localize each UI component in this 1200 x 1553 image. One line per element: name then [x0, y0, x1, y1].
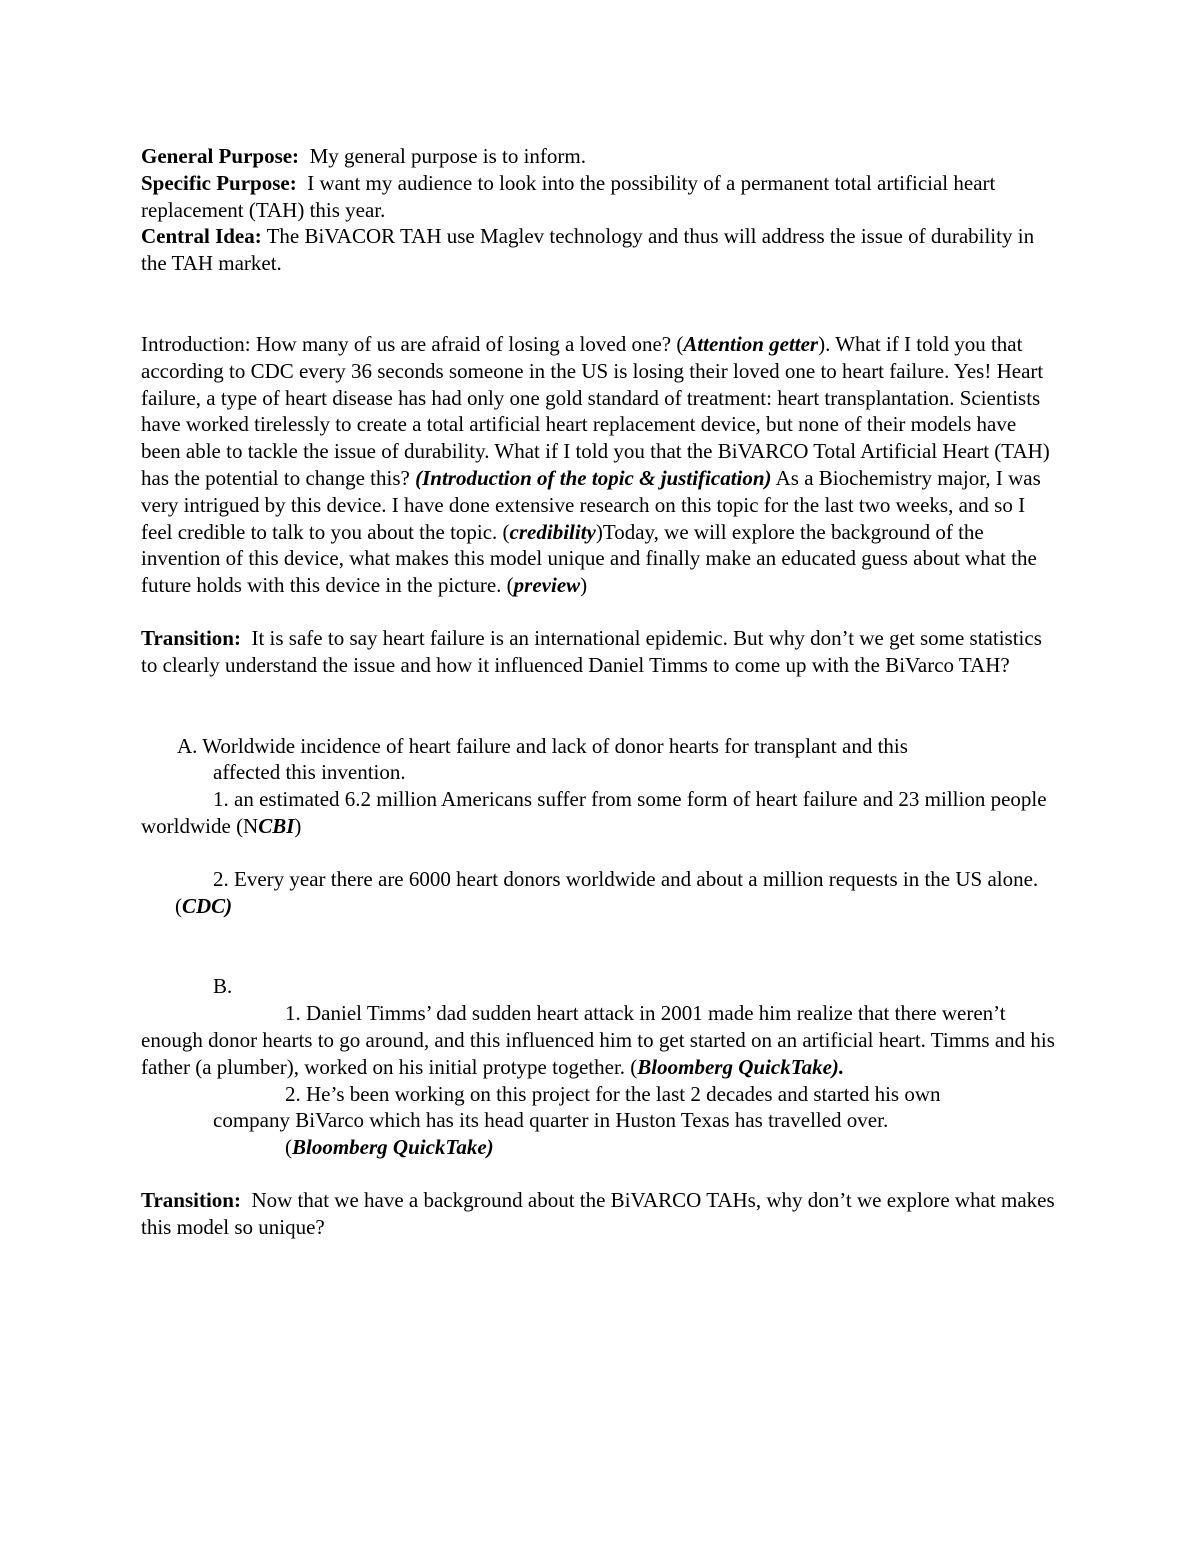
introduction-topic-tag: (Introduction of the topic & justification): [415, 465, 772, 490]
section-a-item-1: [141, 786, 1061, 840]
section-a-heading-cont: affected this invention.: [213, 760, 406, 785]
transition-2: [141, 1187, 1061, 1241]
introduction-paragraph: [141, 331, 1061, 599]
section-a-item-1-end: ): [294, 813, 302, 838]
transition-2-label: Transition:: [141, 1187, 241, 1212]
section-b-item-2-cite-open: (: [285, 1135, 292, 1160]
section-b-item-1-cite: Bloomberg QuickTake).: [637, 1054, 845, 1079]
central-idea-text: The BiVACOR TAH use Maglev technology and thus will address the issue of durability in the TAH market.: [141, 224, 1035, 276]
section-a-item-2-text: 2. Every year there are 6000 heart donors worldwide and about a million requests in the US alone. (: [175, 866, 1039, 918]
section-a-item-2: [141, 866, 1061, 920]
section-b-heading: B.: [213, 974, 233, 999]
section-b-item-2: 2. He’s been working on this project for the last 2 decades and started his own: [285, 1081, 941, 1106]
transition-2-text: Now that we have a background about the BiVARCO TAHs, why don’t we explore what makes this model so unique?: [141, 1187, 1055, 1239]
section-b-item-2-cite: Bloomberg QuickTake): [292, 1135, 494, 1160]
section-b-item-1-text: 1. Daniel Timms’ dad sudden heart attack in 2001 made him realize that there weren’t enough donor hearts to go around, and this influenced him to get started on an artificial heart. Timms and his father (a plumber), worked on his initial protype together. (: [141, 1001, 1055, 1079]
general-purpose: [141, 143, 1061, 170]
section-a-item-1-cite: CBI: [258, 813, 295, 838]
preview-tag: preview: [513, 573, 581, 598]
central-idea-label: Central Idea:: [141, 224, 262, 249]
credibility-tag: credibility: [509, 519, 596, 544]
transition-1-text: It is safe to say heart failure is an international epidemic. But why don’t we get some statistics to clearly understand the issue and how it influenced Daniel Timms to come up with the BiVarco TAH?: [141, 625, 1042, 677]
section-a-item-2-cite: CDC): [182, 893, 233, 918]
speech-outline: [141, 143, 1061, 1241]
specific-purpose: [141, 170, 1061, 224]
specific-purpose-text: I want my audience to look into the possibility of a permanent total artificial heart replacement (TAH) this year.: [141, 170, 996, 222]
intro-text-3: As a Biochemistry major, I was very intrigued by this device. I have done extensive research on this topic for the last two weeks, and so I feel credible to talk to you about the topic. (: [141, 465, 1041, 544]
intro-text-2: ). What if I told you that according to CDC every 36 seconds someone in the US is losing their loved one to heart failure. Yes! Heart failure, a type of heart disease has had only one gold standard of treatment: heart transplantation. Scientists have worked tirelessly to create a total artificial heart replacement device, but none of their models have been able to tackle the issue of durability. What if I told you that the BiVARCO Total Artificial Heart (TAH) has the potential to change this?: [141, 331, 1050, 490]
intro-text-1: Introduction: How many of us are afraid of losing a loved one? (: [141, 331, 684, 356]
section-b-item-2-cont: company BiVarco which has its head quarter in Huston Texas has travelled over.: [213, 1108, 889, 1133]
transition-1: [141, 625, 1061, 679]
intro-text-4: )Today, we will explore the background of the invention of this device, what makes this model unique and finally make an educated guess about what the future holds with this device in the picture. (: [141, 519, 1037, 598]
section-a-item-1-text: 1. an estimated 6.2 million Americans suffer from some form of heart failure and 23 million people worldwide (N: [141, 787, 1047, 838]
attention-getter-tag: Attention getter: [683, 331, 819, 356]
transition-1-label: Transition:: [141, 625, 241, 650]
general-purpose-label: General Purpose:: [141, 144, 300, 168]
section-a-heading: A. Worldwide incidence of heart failure and lack of donor hearts for transplant and this: [177, 733, 908, 758]
section-b-item-1: [141, 1000, 1061, 1080]
specific-purpose-label: Specific Purpose:: [141, 170, 297, 195]
central-idea: [141, 223, 1061, 277]
general-purpose-text: My general purpose is to inform.: [309, 144, 587, 168]
section-b-item-2-cite-line: [141, 1134, 1061, 1161]
intro-text-5: ): [580, 573, 588, 598]
